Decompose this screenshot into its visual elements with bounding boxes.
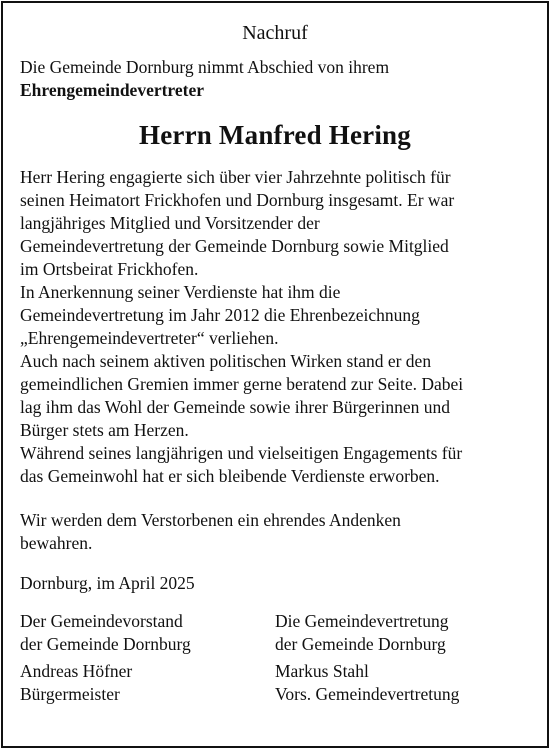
signature-role: Vors. Gemeindevertretung [275, 684, 460, 704]
closing-line: Wir werden dem Verstorbenen ein ehrendes Andenken [20, 510, 401, 530]
obituary-notice [20, 20, 530, 706]
deceased-name: Herrn Manfred Hering [139, 120, 411, 150]
body-line: im Ortsbeirat Frickhofen. [20, 259, 199, 279]
body-line: Bürger stets am Herzen. [20, 420, 189, 440]
signature-person: Markus Stahl [275, 661, 369, 681]
body-line: Während seines langjährigen und vielseitigen Engagements für [20, 443, 463, 463]
signature-left [20, 610, 275, 706]
signature-body-sub: der Gemeinde Dornburg [275, 634, 446, 654]
signature-body: Die Gemeindevertretung [275, 611, 449, 631]
intro [20, 56, 530, 102]
intro-title: Ehrengemeindevertreter [20, 80, 205, 100]
body-line: Gemeindevertretung im Jahr 2012 die Ehrenbezeichnung [20, 305, 420, 325]
signatures [20, 610, 530, 706]
body-line: In Anerkennung seiner Verdienste hat ihm die [20, 282, 341, 302]
signature-role: Bürgermeister [20, 684, 120, 704]
body-line: lag ihm das Wohl der Gemeinde sowie ihrer Bürgerinnen und [20, 397, 450, 417]
intro-line: Die Gemeinde Dornburg nimmt Abschied von ihrem [20, 57, 390, 77]
body-line: Auch nach seinem aktiven politischen Wirken stand er den [20, 351, 432, 371]
body-line: Herr Hering engagierte sich über vier Jahrzehnte politisch für [20, 167, 451, 187]
notice-heading: Nachruf [242, 22, 308, 44]
signature-body: Der Gemeindevorstand [20, 611, 183, 631]
body-line: gemeindlichen Gremien immer gerne beratend zur Seite. Dabei [20, 374, 464, 394]
body-line: „Ehrengemeindevertreter“ verliehen. [20, 328, 279, 348]
signature-person: Andreas Höfner [20, 661, 133, 681]
body-line: das Gemeinwohl hat er sich bleibende Verdienste erworben. [20, 466, 440, 486]
body-line: langjähriges Mitglied und Vorsitzender der [20, 213, 320, 233]
body-line: seinen Heimatort Frickhofen und Dornburg insgesamt. Er war [20, 190, 455, 210]
signature-right [275, 610, 530, 706]
signature-body-sub: der Gemeinde Dornburg [20, 634, 191, 654]
closing-line: bewahren. [20, 533, 93, 553]
closing-remark [20, 509, 530, 555]
place-date: Dornburg, im April 2025 [20, 573, 195, 593]
body-line: Gemeindevertretung der Gemeinde Dornburg sowie Mitglied [20, 236, 449, 256]
notice-body [20, 166, 530, 488]
